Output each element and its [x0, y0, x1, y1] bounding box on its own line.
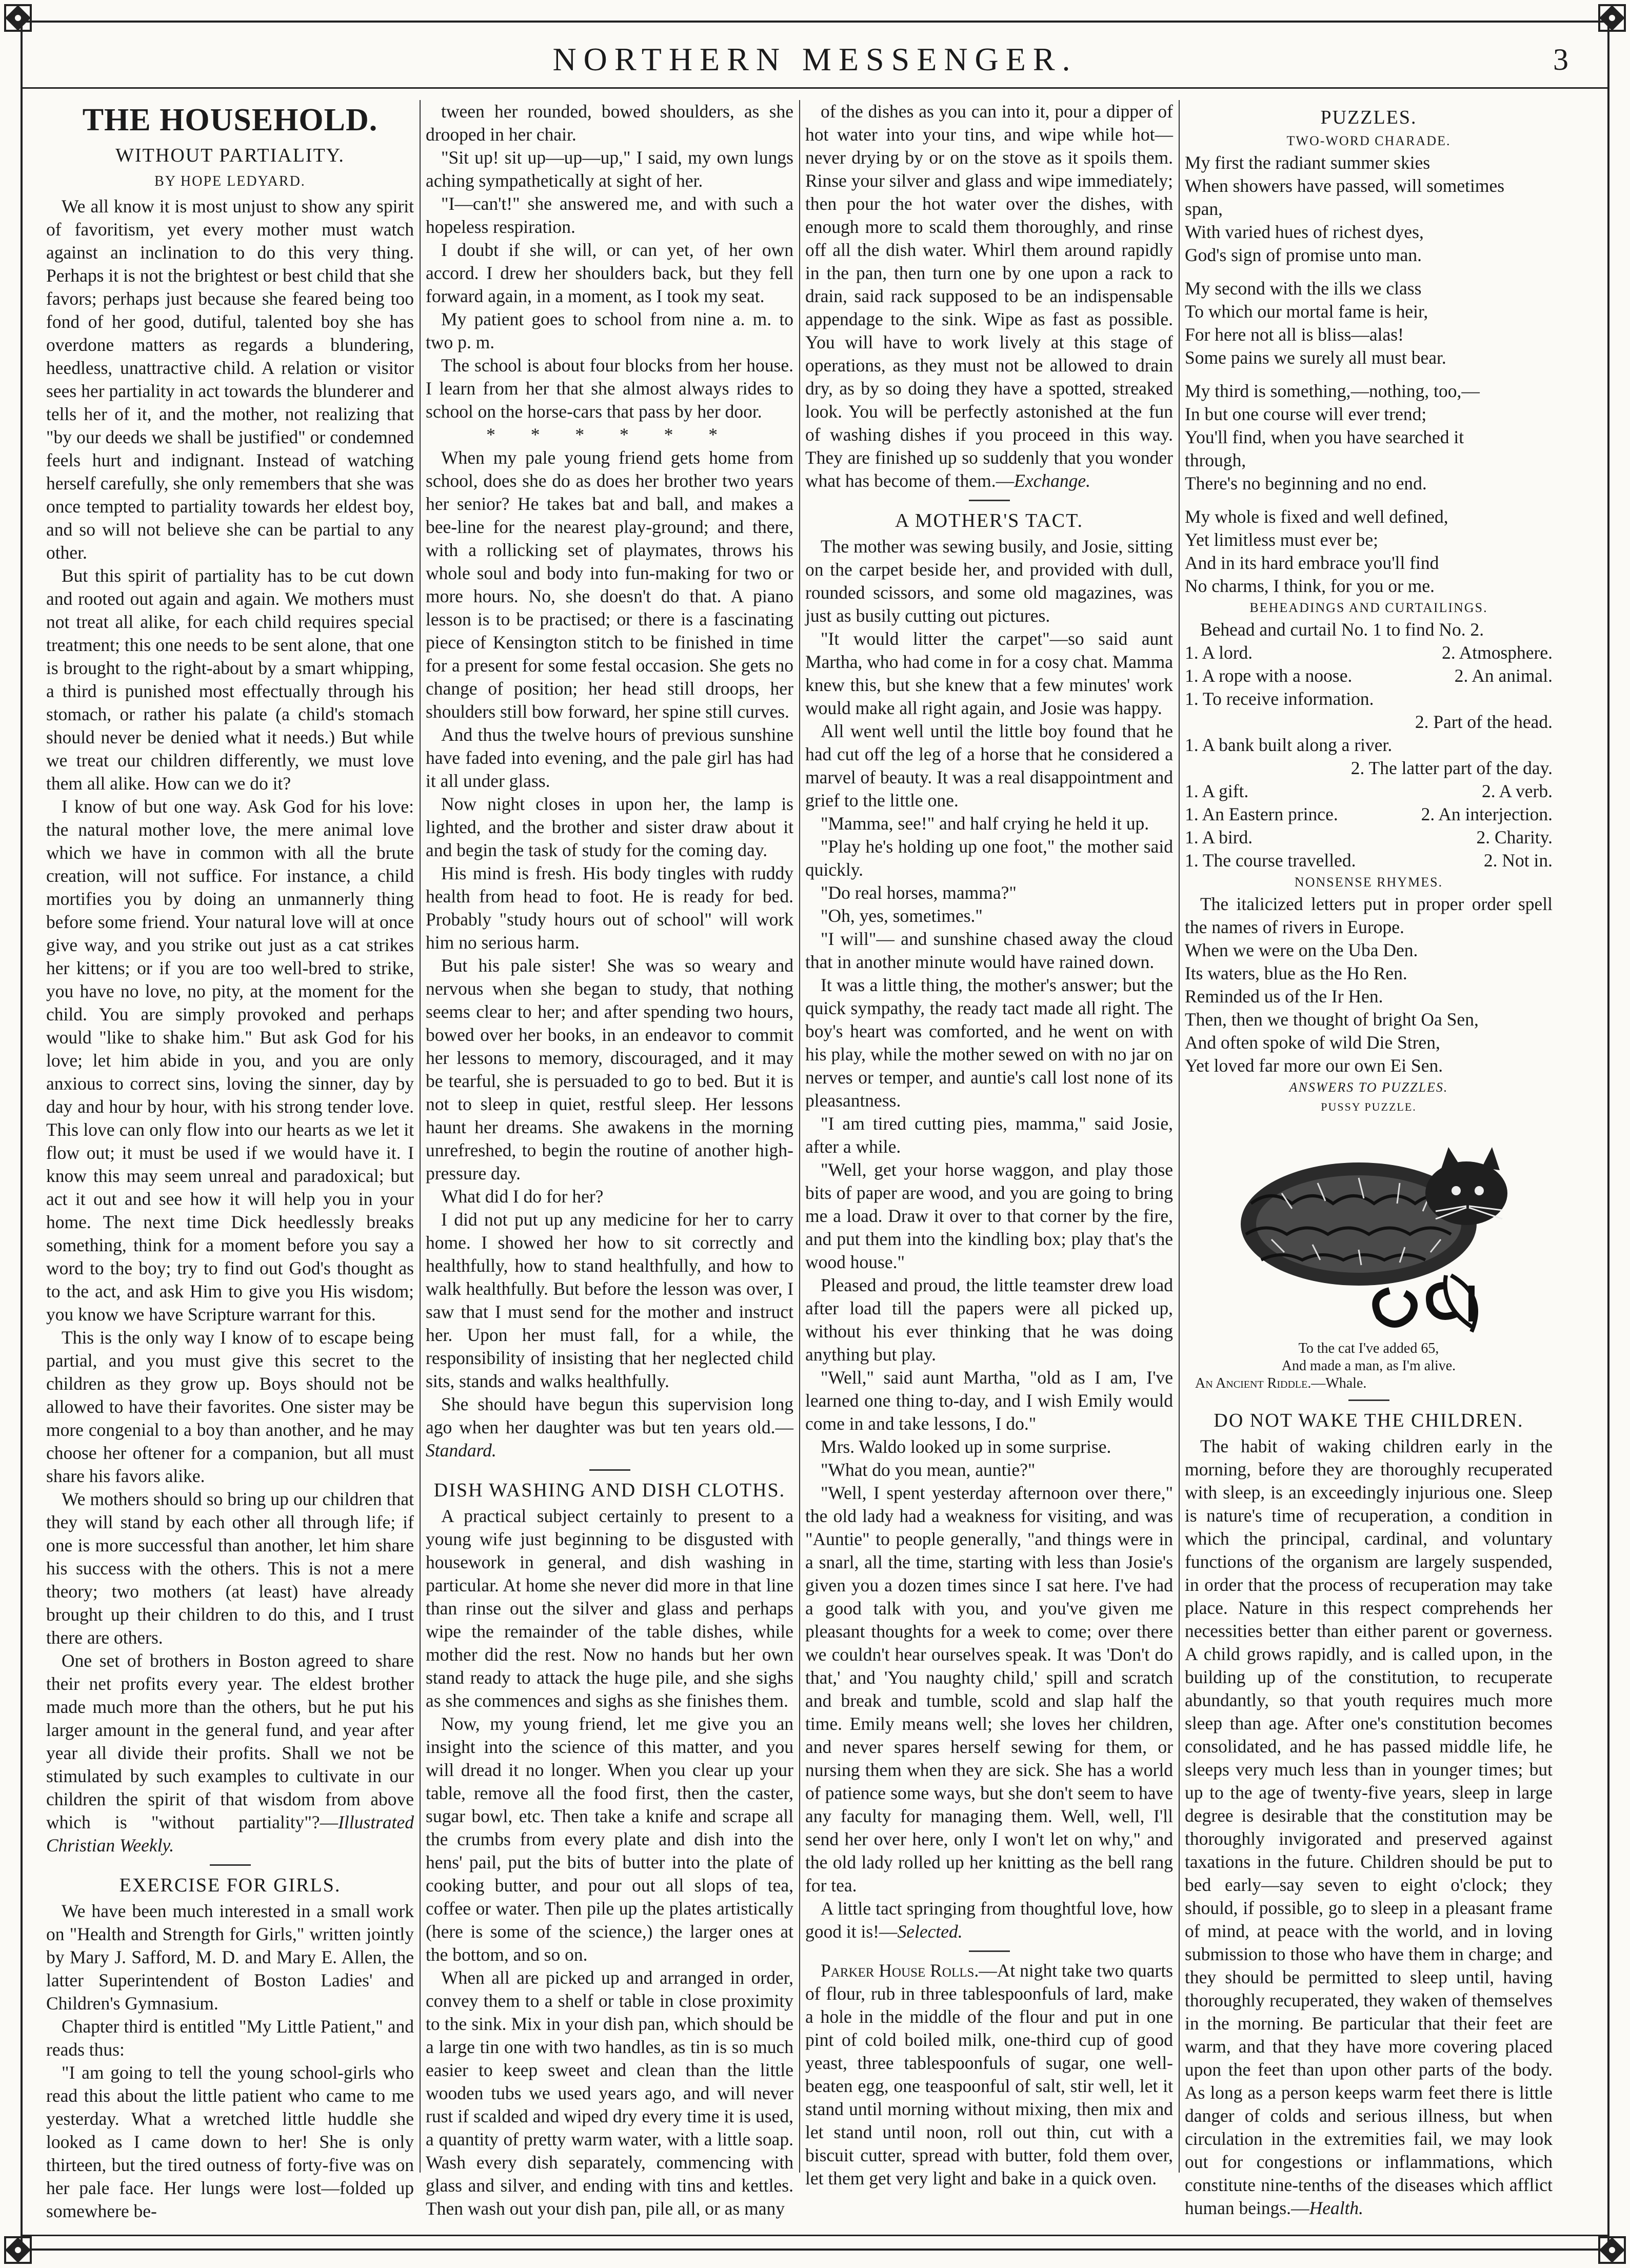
paragraph: I doubt if she will, or can yet, of her own accord. I drew her shoulders back, but they fell forward again, in a moment, as I took my seat. — [426, 240, 793, 306]
paragraph: It was a little thing, the mother's answer; but the quick sympathy, the ready tact made all right. The boy's heart was comforted, and he went on with his play, while the mother sewed on with no jar on nerves or temper, and auntie's call lost none of its pleasantness. — [805, 975, 1173, 1111]
paragraph: Now, my young friend, let me give you an insight into the science of this matter, and you will dread it no longer. When you clear up your table, remove all the food first, then the caster, sugar bowl, etc. Then take a knife and scrape all the crumbs from every plate and dish into the hens' pail, put the bits of butter into the plate of cooking butter, and pour out all slops of tea, coffee or water. Then pile up the plates artistically (here is some of the science,) the larger ones at the bottom, and so on. — [426, 1713, 793, 1965]
behead-row — [1185, 780, 1553, 803]
behead-row — [1185, 757, 1553, 780]
behead-clue-2: 2. An interjection. — [1421, 804, 1553, 824]
behead-row — [1185, 803, 1553, 826]
behead-row — [1185, 826, 1553, 849]
masthead-title: NORTHERN MESSENGER. — [552, 41, 1078, 77]
paragraph: I did not put up any medicine for her to carry home. I showed her how to sit correctly and healthfully, how to stand healthfully, and how to walk healthfully. But before the lesson was over, I saw that I must send for the mother and instruct her. Upon her must fall, for a while, the responsibility of insisting that her neglected child sits, stands and walks healthfully. — [426, 1209, 793, 1391]
paragraph: "Mamma, see!" and half crying he held it up. — [821, 813, 1149, 834]
paragraph-text: of the dishes as you can into it, pour a dipper of hot water into your tins, and wipe while hot—never drying by or on the stove as it spoils them. Rinse your silver and glass and wipe immediately; then pour the hot water over the dishes, with enough more to scald them thoroughly, and rinse off all the dish water. Whirl them around rapidly in the pan, then turn one by one upon a rack to drain, said rack supposed to be an indispensable appendage to the sink. Wipe as fast as possible. You will have to work lively at this stage of operations, as they must not be allowed to drain dry, as by so doing they have a spotted, streaked look. You will be perfectly astonished at the fun of washing dishes if you proceed in this way. They are finished up so suddenly that you wonder what has become of them. — [805, 101, 1173, 491]
verse-line: No charms, I think, for you or me. — [1185, 576, 1435, 596]
behead-row — [1185, 711, 1553, 734]
corner-ornament-icon — [1594, 0, 1630, 36]
paragraph: A little tact springing from thoughtful love, how good it is!—Selected. — [805, 1898, 1173, 1942]
paragraph-text: A little tact springing from thoughtful love, how good it is! — [805, 1898, 1173, 1942]
article-title: EXERCISE FOR GIRLS. — [119, 1875, 341, 1896]
paragraph: His mind is fresh. His body tingles with ruddy health from head to foot. He is ready for bed. Probably "study hours out of school" will work him no serious harm. — [426, 863, 793, 953]
divider — [589, 1469, 630, 1471]
paragraph: She should have begun this supervision long ago when her daughter was but ten years old.—Standard. — [426, 1394, 793, 1461]
paragraph: But his pale sister! She was so weary and nervous when she began to study, that nothing seems clear to her; and after spending two hours, bowed over her books, in an endeavor to commit her lessons to memory, discouraged, and it may be tearful, she is persuaded to go to bed. But it is not to sleep in quiet, restful sleep. Her lessons haunt her dreams. She awakens in the morning unrefreshed, to begin the routine of another high-pressure day. — [426, 955, 793, 1184]
column-1 — [46, 100, 414, 2221]
behead-clue-1: 1. To receive information. — [1185, 688, 1374, 709]
paragraph: "It would litter the carpet"—so said aunt Martha, who had come in for a cosy chat. Mamma knew this, but she knew that a few minutes' work would make all right again, and Josie was happy. — [805, 628, 1173, 718]
top-border — [21, 21, 1609, 23]
paragraph: "I am tired cutting pies, mamma," said Josie, after a while. — [805, 1113, 1173, 1157]
behead-row — [1185, 734, 1553, 757]
verse-line — [1185, 369, 1553, 380]
riddle-label: An Ancient Riddle. — [1195, 1375, 1311, 1391]
paragraph: We mothers should so bring up our children that they will stand by each other all through life; if one is more successful than another, let him share his success with the others. This is not a mere theory; two mothers (at least) have already brought up their children to do this, and I trust there are others. — [46, 1489, 414, 1648]
verse-line: To which our mortal fame is heir, — [1185, 301, 1428, 322]
article-title: A MOTHER'S TACT. — [895, 510, 1083, 531]
recipe-paragraph — [805, 1959, 1173, 2190]
behead-clue-2: 2. The latter part of the day. — [1350, 758, 1553, 778]
paragraph: "What do you mean, auntie?" — [821, 1460, 1036, 1480]
behead-clue-2: 2. Part of the head. — [1415, 712, 1553, 732]
source-credit: Standard. — [426, 1440, 496, 1461]
recipe-title: Parker House Rolls. — [821, 1960, 979, 1981]
article-title: WITHOUT PARTIALITY. — [115, 145, 345, 166]
verse-line: When showers have passed, will sometimes — [1185, 175, 1505, 196]
verse-line: In but one course will ever trend; — [1185, 404, 1427, 424]
byline: BY HOPE LEDYARD. — [154, 173, 306, 189]
source-credit: Selected. — [897, 1921, 963, 1942]
divider — [969, 500, 1010, 501]
column-3 — [805, 100, 1173, 2188]
paragraph-text: The habit of waking children early in the morning, before they are thoroughly recuperated with sleep, is an exceedingly injurious one. Sleep is nature's time of recuperation, a condition in which the principal, cardinal, and voluntary functions of the organism are largely suspended, in order that the process of recuperation may take place. Nature in this respect comprehends her necessities better than either parent or governess. A child grows rapidly, and is called upon, in the building up of the constitution, to recuperate abundantly, so that youth requires much more sleep than age. After one's constitution becomes consolidated, and he has passed middle life, he sleeps very much less than in younger times; but up to the age of twenty-five years, sleep in large degree is desirable that the constitution may be thoroughly invigorated and preserved against taxations in the future. Children should be put to bed early—say seven to eight o'clock; they should, if possible, go to sleep in a pleasant frame of mind, at peace with the world, and in loving submission to those who have them in charge; and they should be permitted to sleep until, having thoroughly recuperated, they waken of themselves in the morning. Be particular that their feet are warm, and that they have more covering placed upon the feet than upon other parts of the body. As long as a person keeps warm feet there is little danger of colds and serious illness, but when circulation in the extremities fail, we may look out for congestions or inflammations, which constitute nine-tenths of the diseases which afflict human beings. — [1185, 1436, 1553, 2218]
paragraph: The habit of waking children early in the morning, before they are thoroughly recuperated with sleep, is an exceedingly injurious one. Sleep is nature's time of recuperation, a condition in which the principal, cardinal, and voluntary functions of the organism are largely suspended, in order that the process of recuperation may take place. Nature in this respect comprehends her necessities better than either parent or governess. A child grows rapidly, and is called upon, in the building up of the constitution, to recuperate abundantly, so that youth requires much more sleep than age. After one's constitution becomes consolidated, and he has passed middle life, he sleeps very much less than in younger times; but up to the age of twenty-five years, sleep in large degree is desirable that the constitution may be thoroughly invigorated and preserved against taxations in the future. Children should be put to bed early—say seven to eight o'clock; they should, if possible, go to sleep in a pleasant frame of mind, at peace with the world, and in loving submission to those who have them in charge; and they should be permitted to sleep until, having thoroughly recuperated, they waken of themselves in the morning. Be particular that their feet are warm, and that they have more covering placed upon the feet than upon other parts of the body. As long as a person keeps warm feet there is little danger of colds and serious illness, but when circulation in the extremities fail, we may look out for congestions or inflammations, which constitute nine-tenths of the diseases which afflict human beings.—Health. — [1185, 1436, 1553, 2218]
verse-line: When we were on the Uba Den. — [1185, 940, 1418, 960]
puzzle-caption: And made a man, as I'm alive. — [1281, 1358, 1456, 1374]
behead-clue-1: 1. A gift. — [1185, 781, 1249, 801]
paragraph-text: She should have begun this supervision long ago when her daughter was but ten years old. — [426, 1394, 793, 1437]
page-number: 3 — [1553, 43, 1568, 76]
puzzle-subtitle: TWO-WORD CHARADE. — [1286, 133, 1451, 148]
verse-line: For here not all is bliss—alas! — [1185, 324, 1404, 345]
paragraph: "I will"— and sunshine chased away the cloud that in another minute would have rained down. — [805, 929, 1173, 972]
paragraph: This is the only way I know of to escape being partial, and you must give this secret to the children as they grow up. Boys should not be allowed to have their favorites. One sister may be more congenial to a boy than another, and he may choose her oftener for a companion, but all must share his favors alike. — [46, 1327, 414, 1486]
paragraph: The school is about four blocks from her house. I learn from her that she almost always rides to school on the horse-cars that pass by her door. — [426, 355, 793, 422]
verse-line: Then, then we thought of bright Oa Sen, — [1185, 1009, 1479, 1030]
verse-line — [1185, 495, 1553, 505]
bottom-border — [21, 2249, 1609, 2251]
paragraph: We all know it is most unjust to show any spirit of favoritism, yet every mother must watch against an inclination to do this very thing. Perhaps it is not the brightest or best child that she favors; perhaps just because she feared being too fond of her good, dutiful, talented boy she has overdone matters as regards a blundering, heedless, unattractive child. A relation or visitor sees her partiality in act towards the blunderer and tells her of it, and the mother, not realizing that "by our deeds we shall be justified" or condemned feels hurt and indignant. Instead of watching herself carefully, she only remembers that she was once tempted to partiality towards her eldest boy, and so will not believe she can be partial to any other. — [46, 196, 414, 563]
source-credit: Exchange. — [1014, 470, 1090, 491]
behead-clue-1: 1. A bank built along a river. — [1185, 735, 1393, 755]
source-credit: Illustrated Christian Weekly. — [46, 1812, 414, 1856]
charade-verse — [1185, 151, 1553, 598]
verse-line: My first the radiant summer skies — [1185, 152, 1430, 173]
paragraph: Mrs. Waldo looked up in some surprise. — [821, 1436, 1111, 1457]
paragraph: "I am going to tell the young school-girls who read this about the little patient who came to me yesterday. What a wretched little huddle she looked as I came down to her! She is only thirteen, but the tired outness of forty-five was on her pale face. Her lungs were lost—folded up somewhere be- — [46, 2062, 414, 2221]
masthead-rule — [21, 87, 1609, 89]
behead-clue-2: 2. A verb. — [1481, 781, 1553, 801]
behead-row — [1185, 849, 1553, 872]
riddle-answer — [1185, 1375, 1553, 1392]
paragraph: When all are picked up and arranged in order, convey them to a shelf or table in close proximity to the sink. Mix in your dish pan, which should be a large tin one with two handles, as tin is so much easier to keep sweet and clean than the little wooden tubs we used years ago, and will never rust if scalded and wiped dry every time it is used, a quantity of pretty warm water, with a little soap. Wash every dish separately, commencing with glass and silver, and ending with tins and kettles. Then wash out your dish pan, pile all, or as many — [426, 1967, 793, 2219]
behead-clue-2: 2. Atmosphere. — [1442, 642, 1553, 663]
verse-line: Some pains we surely all must bear. — [1185, 347, 1446, 368]
column-4 — [1185, 100, 1553, 2218]
divider — [1348, 1399, 1389, 1401]
column-rule — [420, 100, 421, 2173]
paragraph: I know of but one way. Ask God for his love: the natural mother love, the mere animal love which we have in common with all the brute creation, will not suffice. For instance, a child mortifies you by doing an unmannerly thing before some friend. Your natural love will at once give way, and you strike out just as a cat strikes her kittens; or if you are too well-bred to strike, you have no love, no pity, at the moment for the child. You are simply provoked and perhaps would "like to shake him." But ask God for his love; let him abide in you, and you are only anxious to correct sins, loving the sinner, day by day and hour by hour, with his strong tender love. This love can only flow into our hearts as we let it flow out; it must be used if we would have it. I know this may seem unreal and paradoxical; but act it out and see how it will help you in your home. The next time Dick heedlessly breaks something, think for a moment before you say a word to the boy; try to find out God's thought as to the act, and ask Him to give you His wisdom; you know we have Scripture warrant for this. — [46, 796, 414, 1325]
puzzle-subtitle: NONSENSE RHYMES. — [1294, 875, 1443, 890]
riddle-answer-text: —Whale. — [1311, 1375, 1367, 1391]
behead-clue-2: 2. Charity. — [1476, 827, 1553, 847]
behead-clue-1: 1. An Eastern prince. — [1185, 804, 1338, 824]
paragraph: My patient goes to school from nine a. m. to two p. m. — [426, 309, 793, 352]
verse-line: My second with the ills we class — [1185, 278, 1422, 299]
behead-row — [1185, 687, 1553, 711]
paragraph: Chapter third is entitled "My Little Patient," and reads thus: — [46, 2016, 414, 2060]
paragraph: of the dishes as you can into it, pour a dipper of hot water into your tins, and wipe while hot—never drying by or on the stove as it spoils them. Rinse your silver and glass and wipe immediately; then pour the hot water over the dishes, with enough more to scald them thoroughly, and rinse off all the dish water. Whirl them around rapidly in the pan, then turn one by one upon a rack to drain, said rack supposed to be an indispensable appendage to the sink. Wipe as fast as possible. You will have to work lively at this stage of operations, as they must not be allowed to drain dry, as by so doing they have a spotted, streaked look. You will be perfectly astonished at the fun of washing dishes if you proceed in this way. They are finished up so suddenly that you wonder what has become of them.—Exchange. — [805, 101, 1173, 491]
bottom-rule — [21, 2235, 1609, 2236]
paragraph: "Do real horses, mamma?" — [821, 882, 1017, 903]
pussy-puzzle-title: PUSSY PUZZLE. — [1321, 1100, 1417, 1113]
verse-line: Yet loved far more our own Ei Sen. — [1185, 1055, 1443, 1076]
paragraph: And thus the twelve hours of previous sunshine have faded into evening, and the pale girl has had it all under glass. — [426, 724, 793, 791]
verse-line: And in its hard embrace you'll find — [1185, 553, 1439, 573]
puzzle-caption: To the cat I've added 65, — [1298, 1340, 1439, 1356]
verse-line: Its waters, blue as the Ho Ren. — [1185, 963, 1407, 983]
verse-line: span, — [1185, 199, 1223, 219]
verse-line: Yet limitless must ever be; — [1185, 529, 1379, 550]
paragraph: "Oh, yes, sometimes." — [821, 905, 983, 926]
behead-row — [1185, 664, 1553, 687]
paragraph: "Well, get your horse waggon, and play those bits of paper are wood, and you are going to bring me a load. Draw it over to that corner by the fire, and put them into the kindling box; play that's the wood house." — [805, 1159, 1173, 1272]
paragraph: tween her rounded, bowed shoulders, as she drooped in her chair. — [426, 101, 793, 145]
behead-clue-1: 1. A lord. — [1185, 642, 1253, 663]
puzzle-intro: Behead and curtail No. 1 to find No. 2. — [1200, 619, 1484, 640]
verse-line: My whole is fixed and well defined, — [1185, 506, 1448, 527]
section-break-stars: * * * * * * — [486, 424, 733, 445]
paragraph: "Well, I spent yesterday afternoon over there," the old lady had a weakness for visiting, and was "Auntie" to people generally, "and things were in a snarl, all the time, starting with less than Josie's given you a dozen times since I sat here. I've had a good talk with you, and you've given me pleasant thoughts for a week to come; over there we couldn't hear ourselves speak. It was 'Don't do that,' and 'You naughty child,' spill and scratch and break and tumble, scold and slap half the time. Emily means well; she loves her children, and never spares herself sewing for them, or nursing them when they are sick. She has a world of patience some ways, but she don't seem to have any faculty for managing them. Well, well, I'll send her over here, only I won't let on why," and the old lady rolled up her knitting as the bell rang for tea. — [805, 1483, 1173, 1896]
answers-title: ANSWERS TO PUZZLES. — [1289, 1080, 1448, 1095]
paragraph: "Play he's holding up one foot," the mother said quickly. — [805, 836, 1173, 880]
beheadings-list — [1185, 641, 1553, 872]
article-title: DISH WASHING AND DISH CLOTHS. — [433, 1480, 786, 1501]
verse-line: And often spoke of wild Die Stren, — [1185, 1032, 1440, 1053]
paragraph: One set of brothers in Boston agreed to share their net profits every year. The eldest brother made much more than the others, but he put his larger amount in the general fund, and year after year all divide their profits. Shall we not be stimulated by such examples to cultivate in our children the spirit of that wisdom from above which is "without partiality"?—Illustrated Christian Weekly. — [46, 1650, 414, 1856]
verse-line: Reminded us of the Ir Hen. — [1185, 986, 1383, 1007]
verse-line: God's sign of promise unto man. — [1185, 245, 1422, 265]
verse-line: My third is something,—nothing, too,— — [1185, 381, 1480, 401]
verse-line: There's no beginning and no end. — [1185, 473, 1427, 494]
puzzle-subtitle: BEHEADINGS AND CURTAILINGS. — [1249, 600, 1488, 615]
section-heading: THE HOUSEHOLD. — [82, 103, 378, 137]
corner-ornament-icon — [0, 2232, 36, 2268]
paragraph: A practical subject certainly to present to a young wife just beginning to be disgusted with housework in general, and dish washing in particular. At home she never did more in that line than rinse out the silver and glass and perhaps wipe the remainder of the table dishes, while mother did the rest. Now no hands but her own stand ready to attack the huge pile, and she sighs as she commences and sighs as she finishes them. — [426, 1506, 793, 1711]
paragraph: "I—can't!" she answered me, and with such a hopeless respiration. — [426, 193, 793, 237]
paragraph-text: One set of brothers in Boston agreed to share their net profits every year. The eldest brother made much more than the others, but he put his larger amount in the general fund, and year after year all divide their profits. Shall we not be stimulated by such examples to cultivate in our children the spirit of that wisdom from above which is "without partiality"? — [46, 1650, 414, 1832]
verse-line — [1185, 267, 1553, 277]
column-rule — [1179, 100, 1180, 2173]
divider — [210, 1864, 251, 1866]
paragraph: Now night closes in upon her, the lamp is lighted, and the brother and sister draw about it and begin the task of study for the coming day. — [426, 794, 793, 860]
verse-line: You'll find, when you have searched it — [1185, 427, 1464, 447]
paragraph: "Sit up! sit up—up—up," I said, my own lungs aching sympathetically at sight of her. — [426, 147, 793, 191]
paragraph: "Well," said aunt Martha, "old as I am, I've learned one thing to-day, and I wish Emily would come in and take lessons, I do." — [805, 1367, 1173, 1434]
article-title: DO NOT WAKE THE CHILDREN. — [1214, 1410, 1524, 1431]
paragraph: What did I do for her? — [441, 1186, 604, 1207]
puzzle-intro: The italicized letters put in proper order spell the names of rivers in Europe. — [1185, 894, 1553, 937]
verse-line: through, — [1185, 450, 1246, 470]
paragraph: Pleased and proud, the little teamster drew load after load till the papers were all picked up, without his ever thinking that he was doing anything but play. — [805, 1275, 1173, 1365]
behead-row — [1185, 641, 1553, 664]
behead-clue-1: 1. The course travelled. — [1185, 850, 1356, 871]
behead-clue-1: 1. A bird. — [1185, 827, 1253, 847]
behead-clue-2: 2. An animal. — [1454, 665, 1553, 686]
corner-ornament-icon — [1594, 2232, 1630, 2268]
cat-illustration — [1205, 1121, 1533, 1337]
paragraph: When my pale young friend gets home from school, does she do as does her brother two years her senior? He takes bat and ball, and makes a bee-line for the nearest play-ground; and there, with a rollicking set of playmates, throws his whole soul and body into fun-making for two or more hours. No, she doesn't do that. A piano lesson is to be practised; or there is a fascinating piece of Kensington stitch to be finished in time for a present for some festal occasion. She gets no change of position; her head still droops, her shoulders still bow forward, her spine still curves. — [426, 447, 793, 722]
article-title: PUZZLES. — [1320, 107, 1417, 128]
behead-clue-2: 2. Not in. — [1483, 850, 1553, 871]
paragraph: But this spirit of partiality has to be cut down and rooted out again and again. We mothers must not treat all alike, for each child requires special treatment; this one needs to be sent alone, that one is brought to the right-about by a smart whipping, a third is punished most effectually through his stomach, or rather his palate (a child's stomach should never be denied what it needs.) But while we treat our children differently, we must love them all alike. How can we do it? — [46, 565, 414, 794]
nonsense-verse — [1185, 939, 1553, 1077]
source-credit: Health. — [1309, 2198, 1364, 2218]
paragraph: The mother was sewing busily, and Josie, sitting on the carpet beside her, and provided with dull, rounded scissors, and some old magazines, was just as busily cutting out pictures. — [805, 536, 1173, 626]
paragraph: All went well until the little boy found that he had cut off the leg of a horse that he considered a marvel of beauty. It was a real disappointment and grief to the little one. — [805, 721, 1173, 811]
column-2 — [426, 100, 793, 2219]
verse-line: With varied hues of richest dyes, — [1185, 222, 1424, 242]
paragraph: We have been much interested in a small work on "Health and Strength for Girls," written jointly by Mary J. Safford, M. D. and Mary E. Allen, the latter Superintendent of Boston Ladies' and Children's Gymnasium. — [46, 1901, 414, 2014]
column-rule — [799, 100, 800, 2173]
behead-clue-1: 1. A rope with a noose. — [1185, 665, 1353, 686]
right-border — [1607, 21, 1609, 2251]
recipe-text: —At night take two quarts of flour, rub in three tablespoonfuls of lard, make a hole in the middle of the flour and put in one pint of cold boiled milk, one-third cup of good yeast, three tablespoonfuls of sugar, one well-beaten egg, one teaspoonful of salt, stir well, let it stand until morning without mixing, then mix and let stand until noon, roll out thin, cut with a biscuit cutter, spread with butter, fold them over, let them get very light and bake in a quick oven. — [805, 1960, 1173, 2188]
divider — [969, 1950, 1010, 1952]
corner-ornament-icon — [0, 0, 36, 36]
left-border — [21, 21, 23, 2251]
